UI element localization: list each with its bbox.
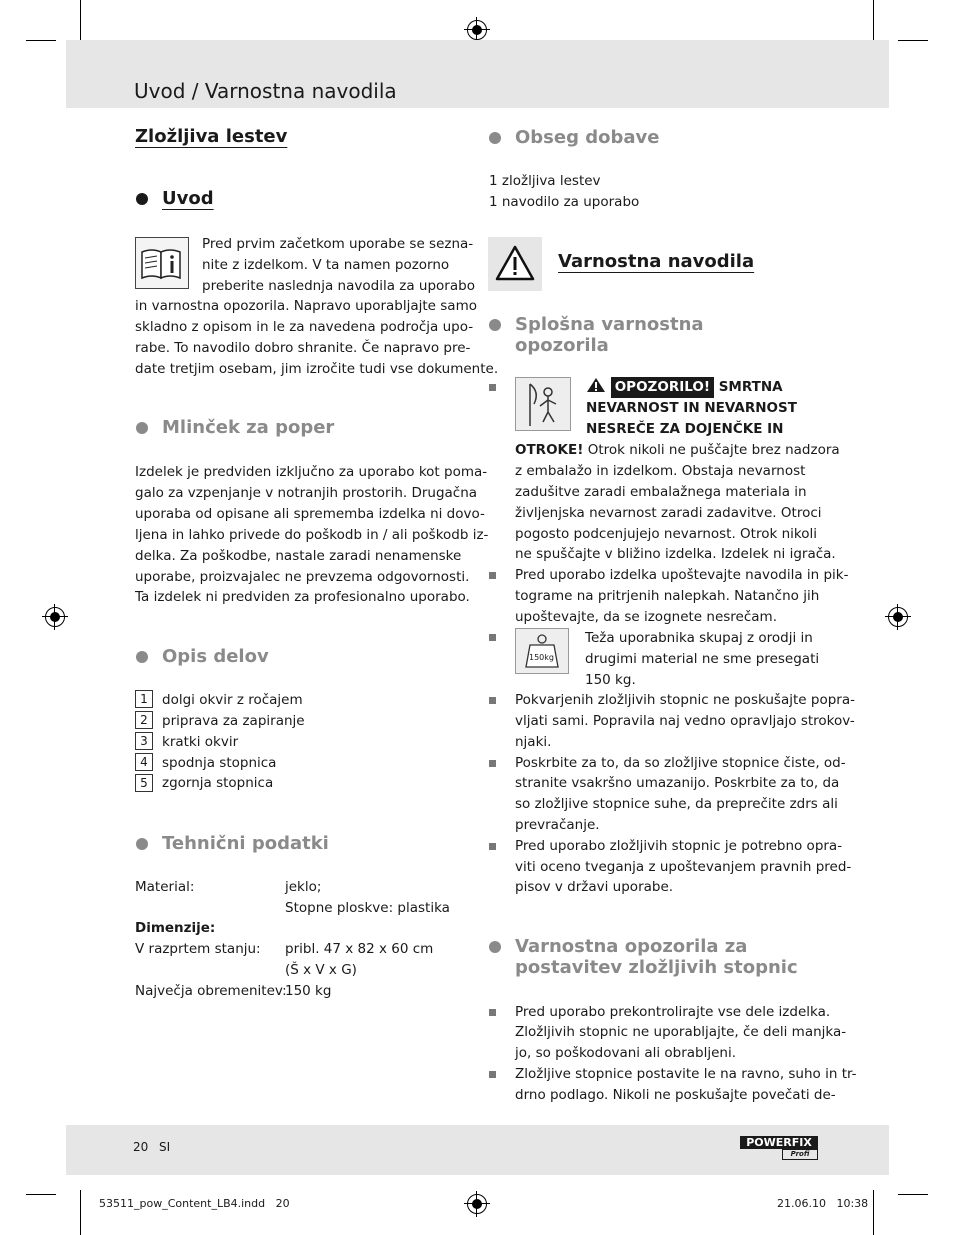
warning-badge: OPOZORILO! [611, 377, 714, 398]
warning-header-line1 [586, 377, 783, 398]
weight-icon-label: 150kg [529, 653, 554, 662]
tech-dim-label: Dimenzije: [135, 920, 216, 936]
bullet-dot [136, 651, 148, 663]
uvod-text-7: date tretjim osebam, jim izročite tudi vse dokumente. [135, 361, 499, 377]
safety-text: prevračanje. [515, 817, 600, 833]
part-label: kratki okvir [162, 734, 239, 750]
section-heading-line: Varnostna opozorila za [515, 936, 748, 957]
part-number: 4 [135, 753, 153, 771]
file-info: 53511_pow_Content_LB4.indd 20 [99, 1197, 290, 1210]
section-heading-splosna [515, 314, 704, 356]
mlincek-text-2: galo za vzpenjanje v notranjih prostorih. Drugačna [135, 485, 478, 501]
info-book-icon [135, 237, 189, 289]
varnostna-title: Varnostna navodila [558, 251, 755, 272]
registration-mark [467, 1194, 487, 1214]
safety-text: jo, so poškodovani ali obrabljeni. [515, 1045, 737, 1061]
square-bullet [489, 843, 496, 850]
part-number: 1 [135, 690, 153, 708]
warning-triangle-icon [488, 237, 542, 291]
section-heading-obseg: Obseg dobave [515, 127, 660, 148]
brand-sub: Profi [782, 1149, 818, 1160]
part-label: dolgi okvir z ročajem [162, 692, 303, 708]
safety-text: viti oceno tveganja z upoštevanjem pravnih pred- [515, 859, 852, 875]
section-heading-tech: Tehnični podatki [162, 833, 329, 854]
tech-razprtem-value: pribl. 47 x 82 x 60 cm [285, 941, 434, 957]
weight-limit-icon [515, 628, 569, 674]
part-label: zgornja stopnica [162, 775, 274, 791]
section-heading-line: postavitev zložljivih stopnic [515, 957, 798, 978]
page-number: 20 [133, 1140, 149, 1154]
child-hazard-icon [515, 377, 571, 431]
registration-mark [467, 20, 487, 40]
safety-text: Zložljivih stopnic ne uporabljajte, če deli manjka- [515, 1024, 847, 1040]
warning-header-line3: NESREČE ZA DOJENČKE IN [586, 421, 784, 437]
bullet-dot [489, 319, 501, 331]
uvod-text-2: nite z izdelkom. V ta namen pozorno [202, 257, 450, 273]
warning-text: pogosto podcenjujejo nevarnost. Otrok nikoli [515, 526, 817, 542]
safety-text: njaki. [515, 734, 552, 750]
square-bullet [489, 634, 496, 641]
part-number: 3 [135, 732, 153, 750]
bullet-dot [136, 193, 148, 205]
print-date: 21.06.10 10:38 [777, 1197, 869, 1210]
section-heading-line: Splošna varnostna [515, 314, 704, 335]
warning-text: zadušitve zaradi embalažnega materiala in [515, 484, 807, 500]
safety-text: vljati sami. Popravila naj vedno opravljajo strokov- [515, 713, 855, 729]
section-heading-uvod: Uvod [162, 188, 214, 209]
warning-text: ne spuščajte v bližino izdelka. Izdelek ni igrača. [515, 546, 836, 562]
section-heading-line: opozorila [515, 335, 609, 356]
uvod-text-5: skladno z opisom in le za navedena področja upo- [135, 319, 474, 335]
uvod-text-4: in varnostna opozorila. Napravo uporabljajte samo [135, 298, 477, 314]
registration-mark [45, 607, 65, 627]
safety-text: tograme na pritrjenih nalepkah. Natančno jih [515, 588, 820, 604]
tech-material-label: Material: [135, 879, 195, 895]
tech-razprtem-label: V razprtem stanju: [135, 941, 261, 957]
warning-small-triangle-icon [586, 377, 606, 393]
warning-text-first [515, 440, 840, 461]
bullet-dot [136, 422, 148, 434]
crop-mark [80, 0, 81, 45]
square-bullet [489, 697, 496, 704]
tech-razprtem-value: (Š x V x G) [285, 962, 357, 978]
crop-mark [898, 40, 928, 41]
obseg-item: 1 zložljiva lestev [489, 173, 601, 189]
crop-mark [26, 40, 56, 41]
crop-mark [80, 1190, 81, 1235]
safety-text: Teža uporabnika skupaj z orodji in [585, 630, 813, 646]
mlincek-text-7: Ta izdelek ni predviden za profesionalno uporabo. [135, 589, 470, 605]
tech-material-value: jeklo; [285, 879, 322, 895]
section-heading-opis: Opis delov [162, 646, 269, 667]
mlincek-text-1: Izdelek je predviden izključno za uporabo kot poma- [135, 464, 488, 480]
square-bullet [489, 760, 496, 767]
obseg-item: 1 navodilo za uporabo [489, 194, 640, 210]
part-number: 5 [135, 774, 153, 792]
part-label: spodnja stopnica [162, 755, 277, 771]
square-bullet [489, 1071, 496, 1078]
section-heading-postavitev [515, 936, 798, 978]
language-code: SI [159, 1140, 171, 1154]
mlincek-text-5: delka. Za poškodbe, nastale zaradi nenamenske [135, 548, 462, 564]
brand-name: POWERFIX [740, 1136, 818, 1149]
warning-text: z embalažo in izdelkom. Obstaja nevarnost [515, 463, 806, 479]
crop-mark [26, 1194, 56, 1195]
safety-text: drugimi material ne sme presegati [585, 651, 820, 667]
square-bullet [489, 1009, 496, 1016]
safety-text: stranite vsakršno umazanijo. Poskrbite za to, da [515, 775, 840, 791]
section-heading-mlincek: Mlinček za poper [162, 417, 335, 438]
bullet-dot [136, 838, 148, 850]
uvod-text-6: rabe. To navodilo dobro shranite. Če napravo pre- [135, 340, 471, 356]
safety-text: so zložljive stopnice suhe, da preprečite zdrs ali [515, 796, 838, 812]
safety-text: pisov v državi uporabe. [515, 879, 674, 895]
bullet-dot [489, 941, 501, 953]
warning-bold: OTROKE! [515, 442, 584, 458]
tech-max-value: 150 kg [285, 983, 332, 999]
safety-text: Poskrbite za to, da so zložljive stopnice čiste, od- [515, 755, 846, 771]
safety-text: Pred uporabo zložljivih stopnic je potrebno opra- [515, 838, 843, 854]
warning-head: SMRTNA [718, 379, 783, 395]
mlincek-text-3: uporaba od opisane ali sprememba izdelka ni dovo- [135, 506, 485, 522]
square-bullet [489, 384, 496, 391]
safety-text: 150 kg. [585, 672, 636, 688]
crop-mark [873, 1190, 874, 1235]
crop-mark [898, 1194, 928, 1195]
main-title: Zložljiva lestev [135, 126, 288, 147]
page-title: Uvod / Varnostna navodila [134, 79, 397, 103]
mlincek-text-6: uporabe, proizvajalec ne prevzema odgovornosti. [135, 569, 470, 585]
tech-material-value: Stopne ploskve: plastika [285, 900, 450, 916]
powerfix-logo [740, 1136, 818, 1158]
warning-text: življenjska nevarnost zaradi zadavitve. Otroci [515, 505, 822, 521]
uvod-text-3: preberite naslednja navodila za uporabo [202, 278, 475, 294]
mlincek-text-4: ljena in lahko privede do poškodb in / ali poškodb iz- [135, 527, 489, 543]
tech-max-label: Največja obremenitev: [135, 983, 287, 999]
registration-mark [888, 607, 908, 627]
part-label: priprava za zapiranje [162, 713, 305, 729]
crop-mark [873, 0, 874, 45]
safety-text: upoštevajte, da se izognete nesrečam. [515, 609, 777, 625]
uvod-text-1: Pred prvim začetkom uporabe se sezna- [202, 236, 474, 252]
square-bullet [489, 572, 496, 579]
part-number: 2 [135, 711, 153, 729]
safety-text: Pokvarjenih zložljivih stopnic ne poskušajte popra- [515, 692, 855, 708]
safety-text: Pred uporabo prekontrolirajte vse dele izdelka. [515, 1004, 831, 1020]
safety-text: Zložljive stopnice postavite le na ravno, suho in tr- [515, 1066, 857, 1082]
safety-text: drno podlago. Nikoli ne poskušajte povečati de- [515, 1087, 836, 1103]
bullet-dot [489, 132, 501, 144]
safety-text: Pred uporabo izdelka upoštevajte navodila in pik- [515, 567, 849, 583]
warning-text: Otrok nikoli ne puščajte brez nadzora [583, 442, 840, 458]
warning-header-line2: NEVARNOST IN NEVARNOST [586, 400, 797, 416]
